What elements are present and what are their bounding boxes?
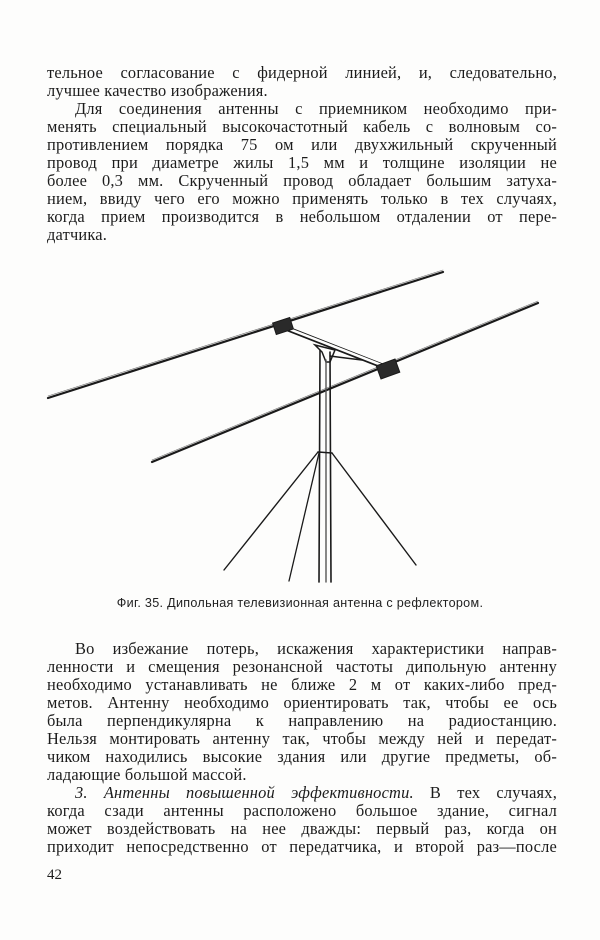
- text-line: необходимо устанавливать не ближе 2 м от каких-либо пред-: [47, 675, 557, 694]
- text-line: когда сзади антенны расположено большое здание, сигнал: [47, 801, 557, 820]
- text-span: В тех случаях,: [413, 783, 557, 802]
- text-line: противлением порядка 75 ом или двухжильный скрученный: [47, 135, 557, 154]
- text-line: тельное согласование с фидерной линией, и, следовательно,: [47, 63, 557, 82]
- text-line: была перпендикулярна к направлению на радиостанцию.: [47, 711, 557, 730]
- dipole-antenna-illustration: [0, 255, 600, 590]
- text-line: менять специальный высокочастотный кабель с волновым со-: [47, 117, 557, 136]
- text-line: чиком находились высокие здания или другие предметы, об-: [47, 747, 557, 766]
- text-line: более 0,3 мм. Скрученный провод обладает большим затуха-: [47, 171, 557, 190]
- text-line: когда прием производится в небольшом отдалении от пере-: [47, 207, 557, 226]
- text-line: нием, ввиду чего его можно применять только в тех случаях,: [47, 189, 557, 208]
- text-line: ленности и смещения резонансной частоты дипольную антенну: [47, 657, 557, 676]
- text-line: [47, 784, 557, 802]
- text-line: может воздействовать на нее дважды: первый раз, когда он: [47, 819, 557, 838]
- text-line: датчика.: [47, 225, 108, 244]
- text-line: Нельзя монтировать антенну так, чтобы между ней и передат-: [47, 729, 557, 748]
- text-line: лучшее качество изображения.: [47, 81, 268, 100]
- figure-caption: Фиг. 35. Дипольная телевизионная антенна с рефлектором.: [116, 596, 484, 610]
- paragraph-cable: [47, 100, 557, 244]
- antenna-figure: [0, 255, 600, 590]
- text-line: провод при диаметре жилы 1,5 мм и толщине изоляции не: [47, 153, 557, 172]
- text-line: приходит непосредственно от передатчика, и второй раз—после: [47, 837, 557, 856]
- paragraph-continuation: [47, 64, 557, 100]
- section-heading: 3. Антенны повышенной эффективности.: [75, 783, 414, 802]
- paragraph-high-efficiency: [47, 784, 557, 856]
- text-line: Для соединения антенны с приемником необходимо при-: [75, 99, 557, 118]
- text-line: ладающие большой массой.: [47, 765, 247, 784]
- text-line: метов. Антенну необходимо ориентировать так, чтобы ее ось: [47, 693, 557, 712]
- page-number: 42: [47, 867, 62, 883]
- paragraph-placement: [47, 640, 557, 784]
- text-line: Во избежание потерь, искажения характеристики направ-: [75, 639, 557, 658]
